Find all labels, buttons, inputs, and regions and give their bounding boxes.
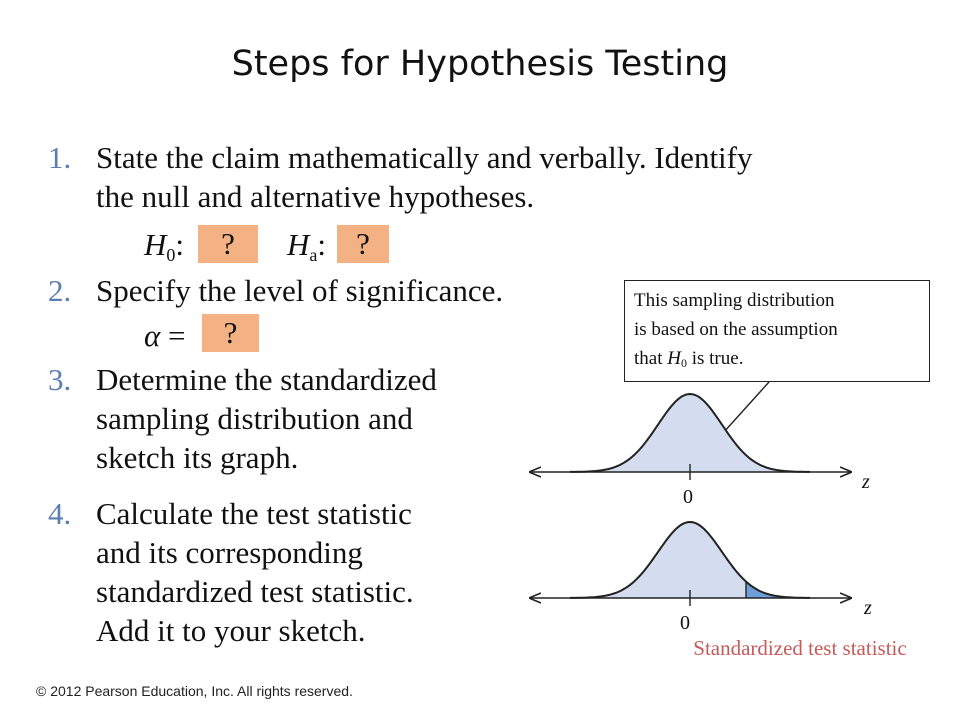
bottom-normal-curve-area (570, 522, 810, 598)
callout-line-1: This sampling distribution (634, 290, 835, 311)
top-axis-label: z (862, 471, 870, 493)
step-4-line-3: standardized test statistic. (96, 574, 414, 609)
top-zero-label: 0 (683, 486, 693, 508)
step-1-number: 1. (48, 140, 72, 175)
bottom-zero-label: 0 (680, 612, 690, 634)
alternative-hypothesis-answer-box: ? (337, 225, 389, 263)
step-3-line-1: Determine the standardized (96, 362, 437, 397)
significance-answer-box: ? (202, 314, 259, 352)
copyright-footer: © 2012 Pearson Education, Inc. All rights reserved. (36, 683, 353, 699)
step-2-line-1: Specify the level of significance. (96, 273, 504, 308)
step-4-line-2: and its corresponding (96, 535, 363, 570)
step-4-line-1: Calculate the test statistic (96, 496, 412, 531)
null-hypothesis-answer-box: ? (198, 225, 258, 263)
callout-line-3: that $H_0$ is true. (634, 348, 744, 370)
bottom-axis-label: z (864, 597, 872, 619)
step-3-number: 3. (48, 362, 72, 397)
step-1-line-2: the null and alternative hypotheses. (96, 179, 535, 214)
significance-label: α = (144, 318, 186, 353)
step-2-number: 2. (48, 273, 72, 308)
step-4-line-4: Add it to your sketch. (96, 613, 366, 648)
step-1-line-1: State the claim mathematically and verbally. Identify (96, 140, 753, 175)
slide-title: Steps for Hypothesis Testing (231, 44, 729, 84)
top-normal-curve-area (570, 394, 810, 472)
step-4-number: 4. (48, 496, 72, 531)
alternative-hypothesis-label: $H_a$: (287, 227, 327, 265)
assumption-callout-box (624, 280, 930, 382)
standardized-test-statistic-label: Standardized test statistic (693, 636, 907, 660)
step-3-line-3: sketch its graph. (96, 440, 299, 475)
step-3-line-2: sampling distribution and (96, 401, 413, 436)
callout-line-2: is based on the assumption (634, 319, 838, 340)
null-hypothesis-label: $H_0$: (144, 227, 185, 265)
